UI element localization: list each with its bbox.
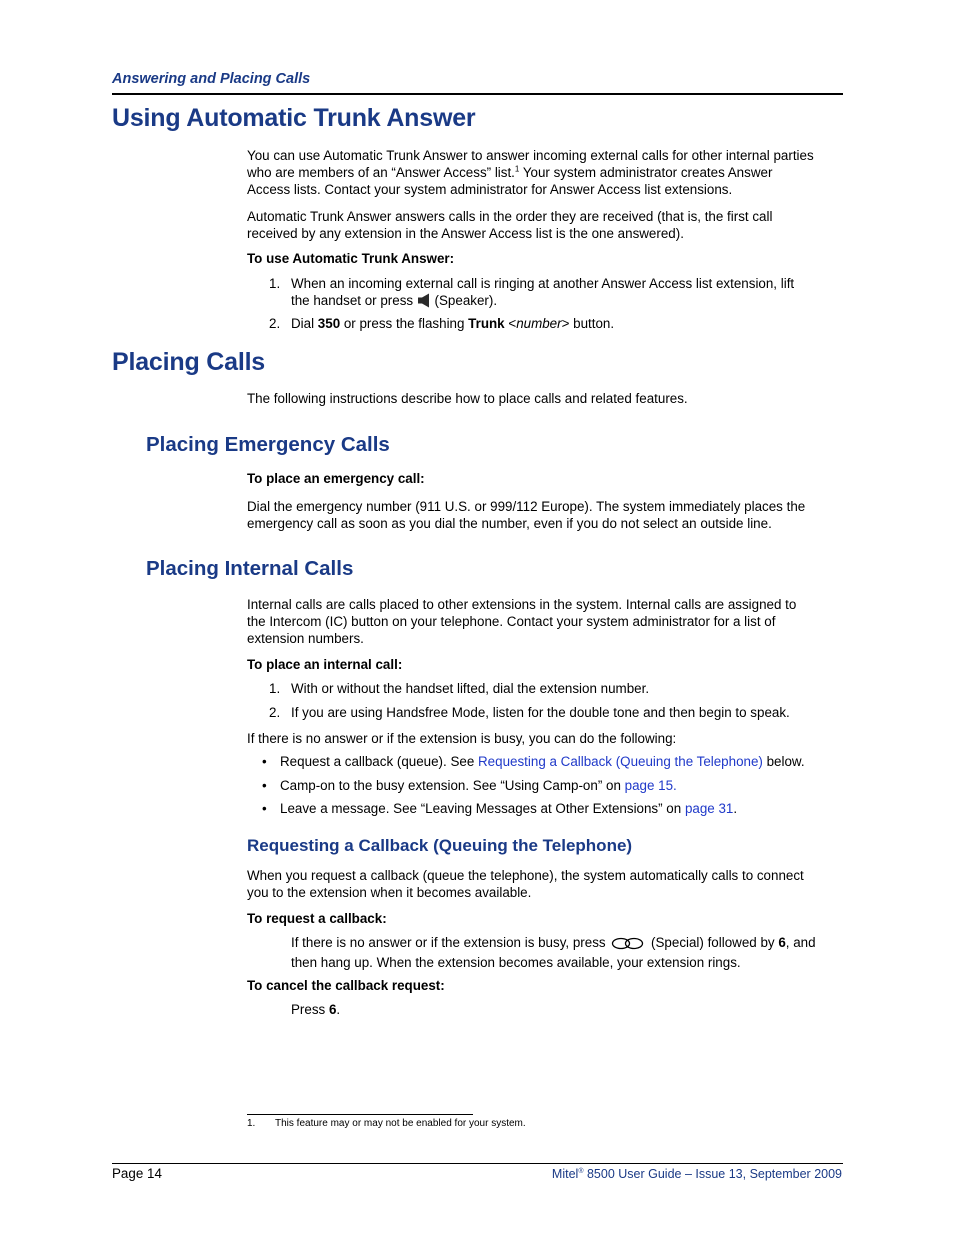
internal-step-2: If you are using Handsfree Mode, listen for the double tone and then begin to speak. bbox=[291, 705, 790, 720]
text-span: Camp-on to the busy extension. See “Using Camp-on” on bbox=[280, 778, 625, 793]
text-line: then hang up. When the extension becomes available, your extension rings. bbox=[291, 955, 741, 970]
text-span: . bbox=[733, 801, 738, 816]
section-title-trunk-answer: Using Automatic Trunk Answer bbox=[112, 104, 476, 132]
text-span: > button. bbox=[561, 316, 615, 331]
emergency-paragraph bbox=[247, 498, 805, 532]
callback-cancel-instructions bbox=[291, 1001, 340, 1018]
brand-name: Mitel bbox=[551, 1167, 579, 1181]
speaker-icon bbox=[417, 293, 431, 312]
link-page-15[interactable]: page 15. bbox=[624, 778, 677, 793]
footnote-number: 1. bbox=[247, 1118, 256, 1129]
placing-calls-intro: The following instructions describe how to place calls and related features. bbox=[247, 391, 688, 406]
trunk-step-1 bbox=[291, 275, 794, 312]
special-key-icon bbox=[611, 937, 645, 954]
text-span: Leave a message. See “Leaving Messages at Other Extensions” on bbox=[280, 801, 685, 816]
procedure-heading: To place an emergency call: bbox=[247, 471, 425, 486]
text-span: (Speaker). bbox=[430, 293, 498, 308]
text-line: Automatic Trunk Answer answers calls in the order they are received (that is, the first call bbox=[247, 209, 773, 224]
text-span: If there is no answer or if the extension is busy, press bbox=[291, 935, 610, 950]
footnote-rule bbox=[247, 1114, 473, 1115]
text-line: When you request a callback (queue the telephone), the system automatically calls to connect bbox=[247, 868, 804, 883]
running-head: Answering and Placing Calls bbox=[112, 71, 311, 87]
footnote-ref[interactable]: 1 bbox=[514, 164, 520, 174]
procedure-heading: To cancel the callback request: bbox=[247, 978, 445, 993]
key-digit: 6 bbox=[328, 1002, 337, 1017]
text-line bbox=[247, 164, 814, 181]
bullet-marker: • bbox=[262, 778, 267, 793]
text-line: Access lists. Contact your system administrator for Answer Access list extensions. bbox=[247, 182, 733, 197]
key-digit: 6 bbox=[778, 935, 786, 950]
busy-options-intro: If there is no answer or if the extension is busy, you can do the following: bbox=[247, 731, 677, 746]
trunk-answer-paragraph-1 bbox=[247, 147, 814, 198]
text-line: Internal calls are calls placed to other extensions in the system. Internal calls are assigned to bbox=[247, 597, 797, 612]
text-span: < bbox=[504, 316, 517, 331]
internal-step-1: With or without the handset lifted, dial the extension number. bbox=[291, 681, 650, 696]
text-span: Your system administrator creates Answer bbox=[519, 165, 773, 180]
footer-rule bbox=[112, 1163, 843, 1164]
text-line bbox=[291, 934, 816, 954]
text-line: You can use Automatic Trunk Answer to answer incoming external calls for other internal parties bbox=[247, 148, 814, 163]
step-number: 1. bbox=[269, 276, 281, 291]
procedure-heading: To place an internal call: bbox=[247, 657, 403, 672]
text-line: When an incoming external call is ringing at another Answer Access list extension, lift bbox=[291, 276, 795, 291]
text-span: the handset or press bbox=[291, 293, 417, 308]
text-span: or press the flashing bbox=[340, 316, 469, 331]
text-line: you to the extension when it becomes available. bbox=[247, 885, 532, 900]
number-placeholder: number bbox=[516, 316, 562, 331]
page-number: Page 14 bbox=[112, 1166, 162, 1181]
callback-request-instructions bbox=[291, 934, 816, 971]
text-line bbox=[291, 292, 794, 312]
section-title-placing-calls: Placing Calls bbox=[112, 348, 266, 376]
header-rule bbox=[112, 93, 843, 95]
text-span: , and bbox=[785, 935, 816, 950]
text-line: the Intercom (IC) button on your telephone. Contact your system administrator for a list of bbox=[247, 614, 776, 629]
bullet-item-callback bbox=[280, 753, 805, 770]
text-line: extension numbers. bbox=[247, 631, 364, 646]
document-title bbox=[552, 1167, 842, 1181]
text-line: Dial the emergency number (911 U.S. or 999/112 Europe). The system immediately places the bbox=[247, 499, 806, 514]
trunk-answer-paragraph-2 bbox=[247, 208, 772, 242]
text-line: emergency call as soon as you dial the number, even if you do not select an outside line. bbox=[247, 516, 772, 531]
bullet-item-leave-message bbox=[280, 800, 737, 817]
dial-code: 350 bbox=[317, 316, 341, 331]
text-span: who are members of an “Answer Access” list. bbox=[247, 165, 515, 180]
text-line: received by any extension in the Answer Access list is the one answered). bbox=[247, 226, 684, 241]
callback-paragraph bbox=[247, 867, 804, 901]
text-span: Press bbox=[291, 1002, 329, 1017]
bullet-marker: • bbox=[262, 801, 267, 816]
bullet-item-camp-on bbox=[280, 777, 677, 794]
step-number: 2. bbox=[269, 316, 281, 331]
link-requesting-callback[interactable]: Requesting a Callback (Queuing the Telephone) bbox=[478, 754, 763, 769]
trunk-button-label: Trunk bbox=[468, 316, 505, 331]
bullet-marker: • bbox=[262, 754, 267, 769]
procedure-heading: To use Automatic Trunk Answer: bbox=[247, 251, 455, 266]
text-span: (Special) followed by bbox=[647, 935, 779, 950]
footnote bbox=[247, 1118, 526, 1129]
registered-mark: ® bbox=[578, 1167, 584, 1175]
step-number: 2. bbox=[269, 705, 281, 720]
text-span: . bbox=[336, 1002, 341, 1017]
internal-paragraph bbox=[247, 596, 796, 647]
text-span: below. bbox=[762, 754, 805, 769]
link-page-31[interactable]: page 31 bbox=[684, 801, 734, 816]
trunk-step-2 bbox=[291, 315, 614, 332]
subsubsection-title-callback: Requesting a Callback (Queuing the Telephone) bbox=[247, 836, 633, 855]
footnote-text: This feature may or may not be enabled for your system. bbox=[275, 1118, 526, 1129]
text-span: Request a callback (queue). See bbox=[280, 754, 479, 769]
subsection-title-internal: Placing Internal Calls bbox=[146, 557, 354, 580]
step-number: 1. bbox=[269, 681, 281, 696]
subsection-title-emergency: Placing Emergency Calls bbox=[146, 433, 390, 456]
document-info: 8500 User Guide – Issue 13, September 2009 bbox=[583, 1167, 842, 1181]
text-span: Dial bbox=[291, 316, 318, 331]
procedure-heading: To request a callback: bbox=[247, 911, 387, 926]
